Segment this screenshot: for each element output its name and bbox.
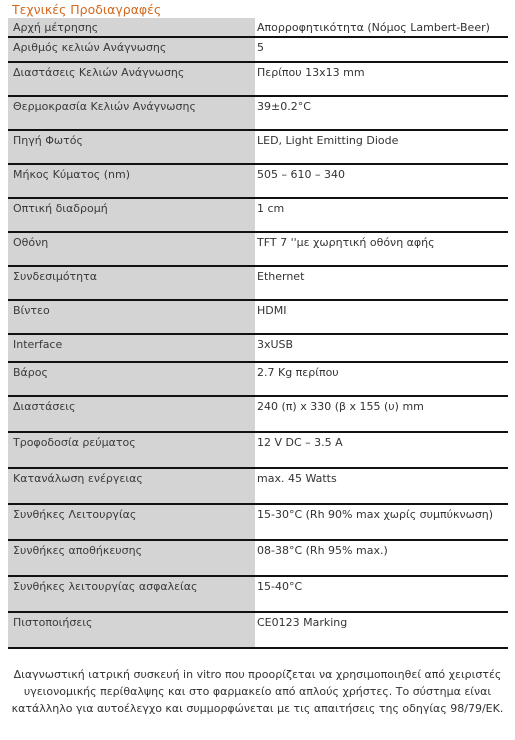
- spec-label: Βίντεο: [8, 301, 255, 335]
- spec-value: 15-40°C: [255, 577, 508, 613]
- spec-value: 39±0.2°C: [255, 97, 508, 131]
- specifications-table-body: [8, 18, 508, 649]
- spec-row: [8, 131, 508, 165]
- spec-label: Πηγή Φωτός: [8, 131, 255, 165]
- spec-label: Αρχή μέτρησης: [8, 18, 255, 38]
- spec-value: 240 (π) x 330 (β x 155 (υ) mm: [255, 397, 508, 433]
- spec-label: Πιστοποιήσεις: [8, 613, 255, 649]
- spec-row: [8, 363, 508, 397]
- spec-row: [8, 97, 508, 131]
- spec-row: [8, 613, 508, 649]
- spec-row: [8, 397, 508, 433]
- spec-row: [8, 301, 508, 335]
- spec-row: [8, 18, 508, 38]
- spec-row: [8, 267, 508, 301]
- spec-label: Διαστάσεις: [8, 397, 255, 433]
- spec-row: [8, 577, 508, 613]
- spec-value: 2.7 Kg περίπου: [255, 363, 508, 397]
- spec-label: Συνδεσιμότητα: [8, 267, 255, 301]
- spec-label: Αριθμός κελιών Ανάγνωσης: [8, 38, 255, 63]
- spec-value: Ethernet: [255, 267, 508, 301]
- spec-row: [8, 505, 508, 541]
- spec-label: Διαστάσεις Κελιών Ανάγνωσης: [8, 63, 255, 97]
- spec-value: 505 – 610 – 340: [255, 165, 508, 199]
- spec-row: [8, 63, 508, 97]
- spec-row: [8, 165, 508, 199]
- spec-row: [8, 233, 508, 267]
- spec-label: Τροφοδοσία ρεύματος: [8, 433, 255, 469]
- spec-value: 12 V DC – 3.5 A: [255, 433, 508, 469]
- spec-label: Συνθήκες λειτουργίας ασφαλείας: [8, 577, 255, 613]
- spec-label: Μήκος Κύματος (nm): [8, 165, 255, 199]
- spec-row: [8, 199, 508, 233]
- spec-row: [8, 335, 508, 363]
- spec-label: Θερμοκρασία Κελιών Ανάγνωσης: [8, 97, 255, 131]
- spec-label: Βάρος: [8, 363, 255, 397]
- spec-label: Κατανάλωση ενέργειας: [8, 469, 255, 505]
- spec-value: 1 cm: [255, 199, 508, 233]
- spec-row: [8, 38, 508, 63]
- spec-label: Οπτική διαδρομή: [8, 199, 255, 233]
- spec-value: 15-30°C (Rh 90% max χωρίς συμπύκνωση): [255, 505, 508, 541]
- spec-value: 3xUSB: [255, 335, 508, 363]
- spec-label: Οθόνη: [8, 233, 255, 267]
- page-title: Τεχνικές Προδιαγραφές: [12, 2, 162, 17]
- spec-value: LED, Light Emitting Diode: [255, 131, 508, 165]
- spec-label: Συνθήκες αποθήκευσης: [8, 541, 255, 577]
- spec-row: [8, 433, 508, 469]
- spec-value: Απορροφητικότητα (Νόμος Lambert-Beer): [255, 18, 508, 38]
- spec-value: max. 45 Watts: [255, 469, 508, 505]
- spec-label: Interface: [8, 335, 255, 363]
- specifications-table: [8, 18, 508, 649]
- spec-row: [8, 469, 508, 505]
- spec-value: CE0123 Marking: [255, 613, 508, 649]
- spec-label: Συνθήκες Λειτουργίας: [8, 505, 255, 541]
- spec-value: HDMI: [255, 301, 508, 335]
- spec-row: [8, 541, 508, 577]
- footer-note: Διαγνωστική ιατρική συσκευή in vitro που προορίζεται να χρησιμοποιηθεί από χειριστές υγειονομικής περίθαλψης και στο φαρμακείο από απλούς χρήστες. Το σύστημα είναι κατάλληλο για αυτοέλεγχο και συμμορφώνεται με τις απαιτήσεις της οδηγίας 98/79/EK.: [11, 668, 504, 715]
- spec-value: Περίπου 13x13 mm: [255, 63, 508, 97]
- spec-value: TFT 7 ''με χωρητική οθόνη αφής: [255, 233, 508, 267]
- spec-value: 08-38°C (Rh 95% max.): [255, 541, 508, 577]
- spec-value: 5: [255, 38, 508, 63]
